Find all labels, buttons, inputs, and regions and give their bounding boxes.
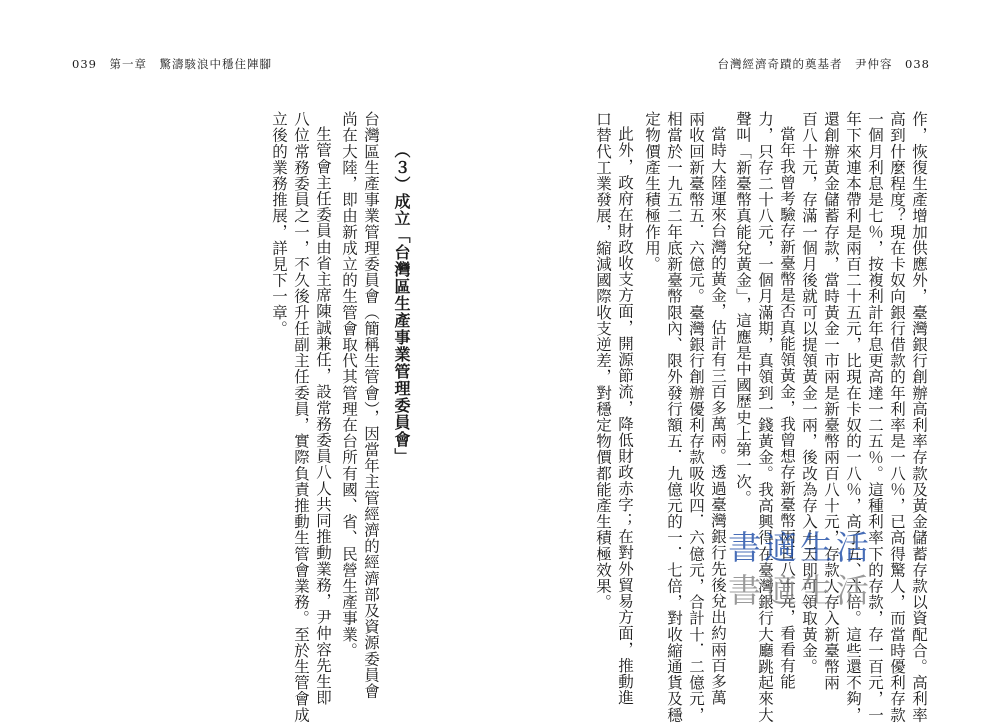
body-text-column: 高到什麼程度？現在卡奴向銀行借款的年利率是一八％，已高得驚人，而當時優利存款 — [888, 111, 906, 723]
body-text-column: 此外，政府在財政收支方面，開源節流，降低財政赤字；在對外貿易方面，推動進 — [616, 126, 634, 706]
left-page-running-header: 039 第一章 驚濤駭浪中穩住陣腳 — [72, 57, 272, 71]
body-text-column: 口替代工業發展，縮減國際收支逆差，對穩定物價都能產生積極效果。 — [594, 111, 612, 611]
body-text-column: 尚在大陸，即由新成立的生管會取代其管理在台所有國、省、民營生產事業。 — [340, 111, 358, 659]
body-text-column: 當時大陸運來台灣的黃金，估計有三百多萬兩。透過臺灣銀行先後兌出約兩百多萬 — [709, 126, 727, 706]
body-text-column: 立後的業務推展，詳見下一章。 — [270, 111, 288, 337]
body-text-column: 相當於一九五二年底新臺幣限內、限外發行額五．九億元的一．七倍，對收縮通貨及穩 — [665, 111, 683, 723]
watermark-text-blue: 書適生活 — [728, 528, 872, 567]
right-page-running-header: 台灣經濟奇蹟的奠基者 尹仲容 038 — [717, 57, 930, 71]
body-text-column: 當年我曾考驗存新臺幣是否真能領黃金，我曾想存新臺幣兩百八十元，看看有能 — [778, 126, 796, 690]
body-text-column: 生管會主任委員由省主席陳誠兼任，設常務委員八人共同推動業務，尹仲容先生即 — [314, 126, 332, 706]
body-text-column: 八位常務委員之一，不久後升任副主任委員，實際負責推動生管會業務。至於生管會成 — [292, 111, 310, 723]
section-heading: （３）成立「台灣區生產事業管理委員會」 — [392, 142, 411, 465]
body-text-column: 作，恢復生產增加供應外，臺灣銀行創辦高利率存款及黃金儲蓄存款以資配合。高利率 — [910, 111, 928, 723]
body-text-column: 一個月利息是七％，按複利計年息更高達一二五％。這種利率下的存款，存一百元，一 — [866, 111, 884, 723]
body-text-column: 聲叫「新臺幣真能兌黃金」，這應是中國歷史上第一次。 — [734, 111, 752, 506]
body-text-column: 定物價產生積極作用。 — [643, 111, 661, 272]
body-text-column: 力，只存二十八元，一個月滿期，真領到一錢黃金。我高興得在臺灣銀行大廳跳起來大 — [756, 111, 774, 723]
body-text-column: 年下來連本帶利是兩百二十五元，比現在卡奴的一八％，高了五、六倍。這些還不夠， — [844, 111, 862, 723]
body-text-column: 台灣區生產事業管理委員會（簡稱生管會），因當年主管經濟的經濟部及資源委員會 — [362, 111, 380, 699]
body-text-column: 兩收回新臺幣五．六億元。臺灣銀行創辦優利存款吸收四．六億元，合計十．二億元， — [687, 111, 705, 723]
body-text-column: 還創辦黃金儲蓄存款，當時黃金一市兩是新臺幣兩百八十元，存款人存入新臺幣兩 — [822, 111, 840, 691]
watermark-text-gray: 書適生活 — [728, 571, 872, 610]
body-text-column: 百八十元，存滿一個月後就可以提領黃金一兩，後改為存入十天即可領取黃金。 — [800, 111, 818, 675]
